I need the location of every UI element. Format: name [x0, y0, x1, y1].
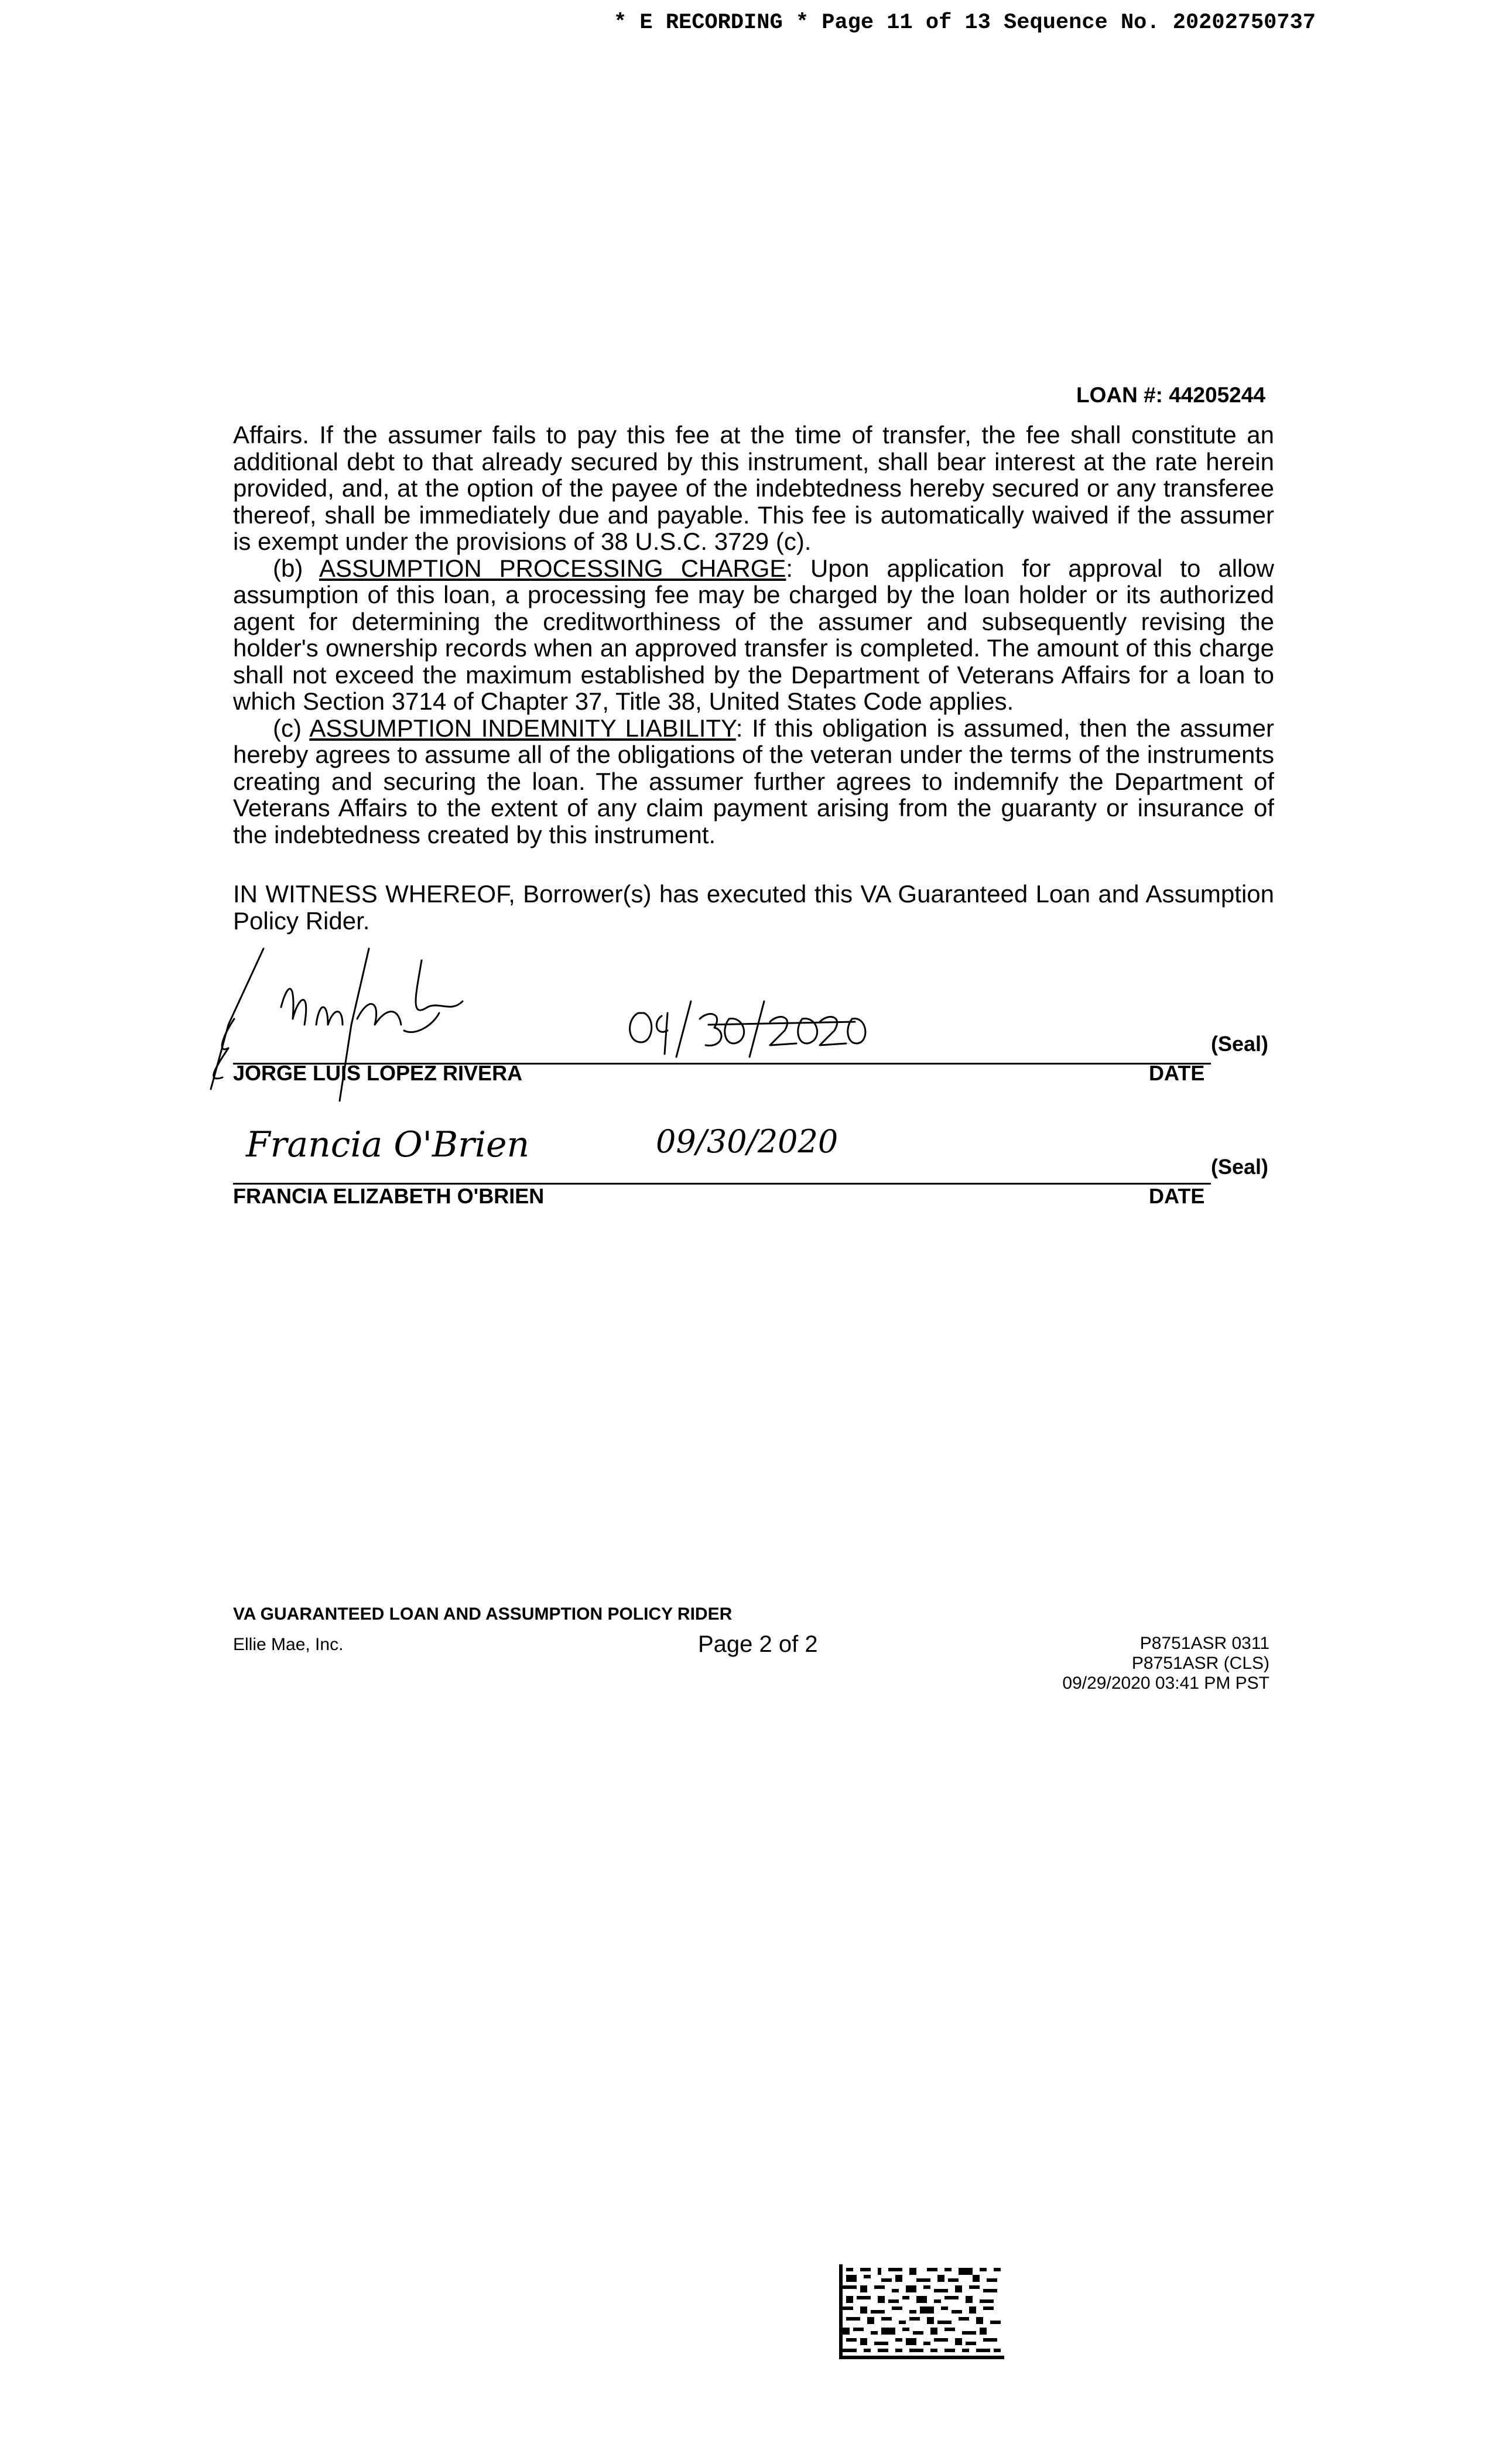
paragraph-indemnity-liability: [233, 715, 1274, 848]
date-jorge-handwritten: [621, 995, 867, 1060]
paragraph-processing-charge: [233, 555, 1274, 715]
footer-form-code-2: P8751ASR (CLS): [1131, 1654, 1269, 1673]
date-label-1: DATE: [1149, 1061, 1205, 1085]
recording-header: * E RECORDING * Page 11 of 13 Sequence No. 20202750737: [614, 11, 1316, 35]
footer-timestamp: 09/29/2020 03:41 PM PST: [1062, 1674, 1269, 1693]
footer-form-code-1: P8751ASR 0311: [1139, 1634, 1269, 1653]
seal-label-1: (Seal): [1211, 1032, 1269, 1056]
signer-name-2: FRANCIA ELIZABETH O'BRIEN: [233, 1184, 545, 1208]
paragraph-b-prefix: (b): [273, 554, 319, 582]
rider-body: [233, 422, 1274, 848]
signer-name-1: JORGE LUIS LOPEZ RIVERA: [233, 1061, 523, 1085]
processing-charge-heading: ASSUMPTION PROCESSING CHARGE: [319, 554, 786, 582]
footer-company: Ellie Mae, Inc.: [233, 1635, 344, 1654]
footer-page-number: Page 2 of 2: [698, 1631, 818, 1657]
witness-clause: IN WITNESS WHEREOF, Borrower(s) has executed this VA Guaranteed Loan and Assumption Policy Rider.: [233, 880, 1274, 935]
date-label-2: DATE: [1149, 1184, 1205, 1208]
seal-label-2: (Seal): [1211, 1155, 1269, 1179]
paragraph-b-text: : Upon application for approval to allow assumption of this loan, a processing fee may be charged by the loan holder or its authorized agent for determining the creditworthiness of the assumer and subsequently revising the holder's ownership records when an approved transfer is completed. The amount of this charge shall not exceed the maximum established by the Department of Veterans Affairs for a loan to which Section 3714 of Chapter 37, Title 38, United States Code applies.: [233, 554, 1275, 715]
paragraph-affairs: Affairs. If the assumer fails to pay this fee at the time of transfer, the fee shall constitute an additional debt to that already secured by this instrument, shall bear interest at the rate herein provided, and, at the option of the payee of the indebtedness hereby secured or any transferee thereof, shall be immediately due and payable. This fee is automatically waived if the assumer is exempt under the provisions of 38 U.S.C. 3729 (c).: [233, 421, 1274, 555]
indemnity-liability-heading: ASSUMPTION INDEMNITY LIABILITY: [309, 714, 736, 742]
signature-francia-handwritten: Francia O'Brien: [246, 1124, 530, 1165]
footer-form-codes: [1062, 1634, 1269, 1693]
loan-number: LOAN #: 44205244: [1076, 383, 1265, 407]
paragraph-c-text: : If this obligation is assumed, then the assumer hereby agrees to assume all of the obligations of the veteran under the terms of the instruments creating and securing the loan. The assumer further agrees to indemnify the Department of Veterans Affairs to the extent of any claim payment arising from the guaranty or insurance of the indebtedness created by this instrument.: [233, 714, 1274, 848]
footer-form-title: VA GUARANTEED LOAN AND ASSUMPTION POLICY RIDER: [233, 1604, 733, 1624]
signature-jorge-handwritten: [193, 937, 545, 1113]
barcode-icon: [839, 2264, 1004, 2359]
date-francia-handwritten: 09/30/2020: [656, 1123, 839, 1160]
paragraph-c-prefix: (c): [273, 714, 310, 742]
